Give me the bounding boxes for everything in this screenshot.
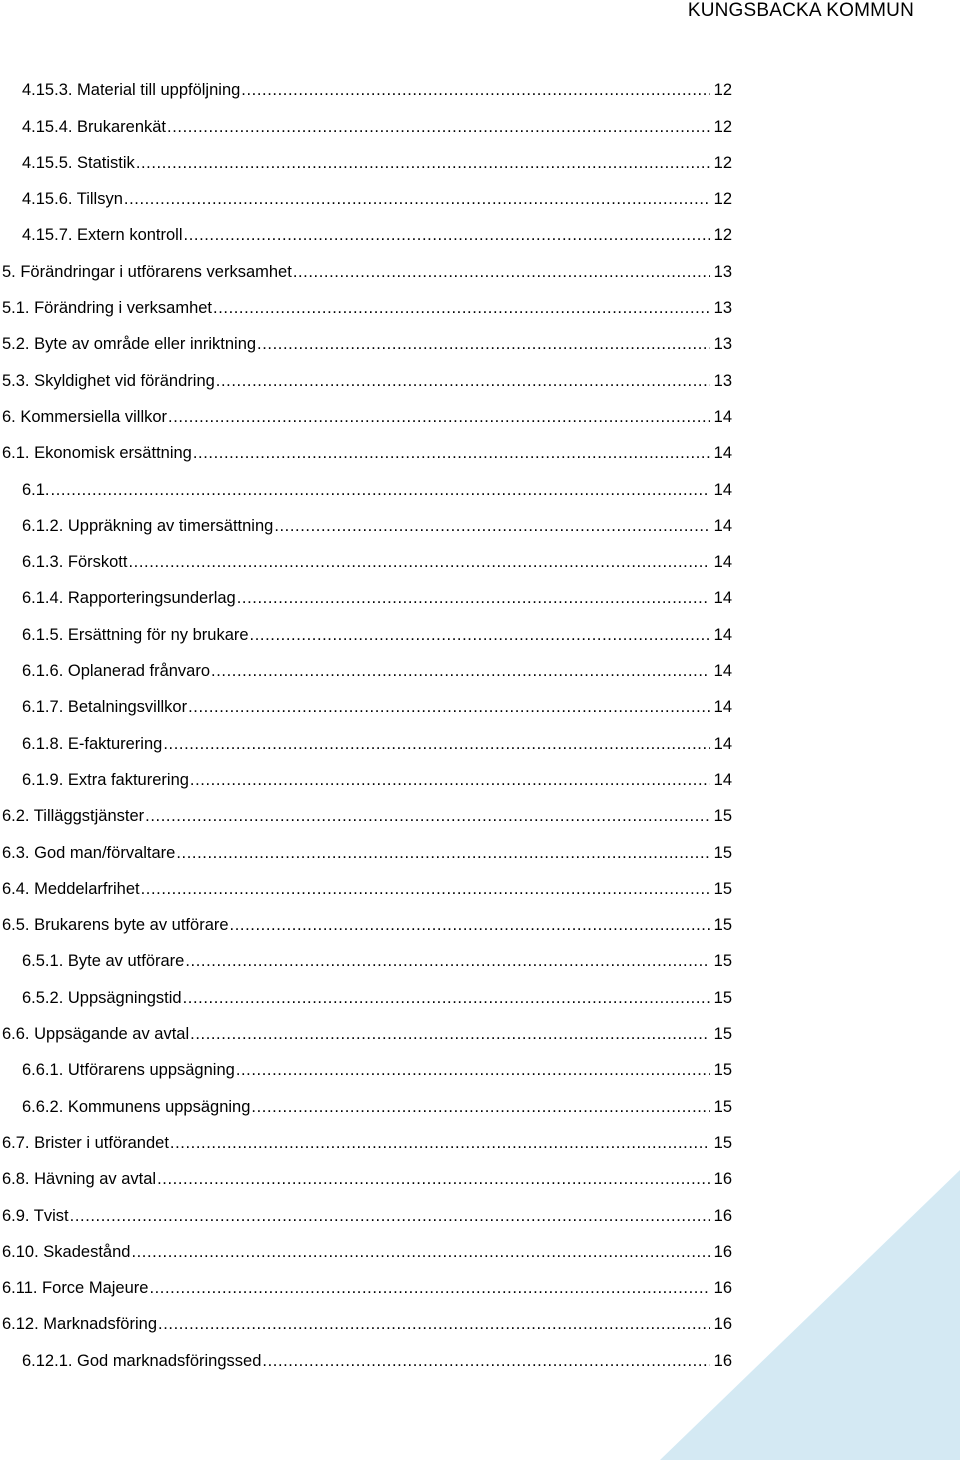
toc-entry-page: 14 — [713, 480, 732, 499]
toc-entry[interactable] — [0, 1335, 732, 1371]
toc-dot-leader — [149, 1277, 710, 1299]
toc-entry[interactable] — [0, 464, 732, 500]
toc-entry-title: 6.1.6. Oplanerad frånvaro — [22, 662, 211, 681]
toc-dot-leader — [250, 624, 710, 646]
toc-entry-title: 5.2. Byte av område eller inriktning — [2, 335, 257, 354]
toc-entry[interactable] — [0, 283, 732, 319]
toc-entry-page: 15 — [713, 1025, 732, 1044]
toc-entry-page: 12 — [713, 190, 732, 209]
toc-dot-leader — [183, 987, 710, 1009]
toc-entry[interactable] — [0, 573, 732, 609]
toc-entry-title: 5.1. Förändring i verksamhet — [2, 299, 213, 318]
toc-entry-title: 4.15.3. Material till uppföljning — [22, 81, 241, 100]
toc-entry-title: 6.9. Tvist — [2, 1206, 69, 1225]
toc-dot-leader — [124, 188, 710, 210]
toc-entry[interactable] — [0, 1009, 732, 1045]
toc-entry[interactable] — [0, 1081, 732, 1117]
toc-dot-leader — [70, 1205, 710, 1227]
toc-dot-leader — [211, 660, 710, 682]
toc-entry[interactable] — [0, 1263, 732, 1299]
toc-entry-title: 6.5.2. Uppsägningstid — [22, 988, 182, 1007]
toc-entry-title: 4.15.4. Brukarenkät — [22, 117, 167, 136]
toc-entry-title: 6.5. Brukarens byte av utförare — [2, 916, 229, 935]
toc-entry[interactable] — [0, 210, 732, 246]
toc-entry-title: 6.6.2. Kommunens uppsägning — [22, 1097, 251, 1116]
toc-dot-leader — [185, 950, 710, 972]
toc-entry-page: 12 — [713, 117, 732, 136]
toc-entry-page: 14 — [713, 444, 732, 463]
toc-dot-leader — [230, 914, 710, 936]
toc-entry[interactable] — [0, 646, 732, 682]
toc-entry-page: 14 — [713, 553, 732, 572]
toc-entry[interactable] — [0, 609, 732, 645]
toc-entry-page: 14 — [713, 662, 732, 681]
toc-entry-title: 6.12.1. God marknadsföringssed — [22, 1351, 262, 1370]
toc-dot-leader — [274, 515, 710, 537]
toc-entry[interactable] — [0, 864, 732, 900]
toc-entry-title: 6.1. Ekonomisk ersättning — [2, 444, 192, 463]
toc-dot-leader — [167, 116, 710, 138]
toc-entry-title: 6.1.5. Ersättning för ny brukare — [22, 625, 249, 644]
toc-entry[interactable] — [0, 1227, 732, 1263]
toc-dot-leader — [251, 1096, 710, 1118]
toc-entry-page: 16 — [713, 1170, 732, 1189]
toc-dot-leader — [128, 551, 710, 573]
toc-dot-leader — [170, 1132, 710, 1154]
toc-dot-leader — [216, 370, 710, 392]
toc-entry[interactable] — [0, 755, 732, 791]
toc-entry[interactable] — [0, 1045, 732, 1081]
toc-entry-title: 6.12. Marknadsföring — [2, 1315, 158, 1334]
toc-entry[interactable] — [0, 65, 732, 101]
toc-dot-leader — [241, 79, 710, 101]
toc-entry[interactable] — [0, 174, 732, 210]
toc-entry-title: 5.3. Skyldighet vid förändring — [2, 371, 215, 390]
toc-dot-leader — [190, 769, 710, 791]
toc-entry[interactable] — [0, 319, 732, 355]
toc-entry-page: 14 — [713, 407, 732, 426]
toc-entry[interactable] — [0, 900, 732, 936]
toc-entry-page: 14 — [713, 770, 732, 789]
table-of-contents — [0, 65, 732, 1372]
toc-entry[interactable] — [0, 1118, 732, 1154]
toc-entry-title: 4.15.6. Tillsyn — [22, 190, 123, 209]
toc-dot-leader — [193, 442, 710, 464]
toc-dot-leader — [188, 696, 710, 718]
toc-entry-page: 12 — [713, 226, 732, 245]
toc-entry[interactable] — [0, 355, 732, 391]
toc-entry-title: 4.15.7. Extern kontroll — [22, 226, 183, 245]
toc-entry-page: 14 — [713, 698, 732, 717]
toc-entry-title: 4.15.5. Statistik — [22, 153, 135, 172]
toc-entry[interactable] — [0, 537, 732, 573]
toc-entry-title: 6.4. Meddelarfrihet — [2, 879, 140, 898]
toc-entry-page: 16 — [713, 1206, 732, 1225]
toc-entry-title: 6.1.4. Rapporteringsunderlag — [22, 589, 236, 608]
toc-entry[interactable] — [0, 101, 732, 137]
toc-entry-page: 16 — [713, 1351, 732, 1370]
toc-dot-leader — [190, 1023, 710, 1045]
toc-entry[interactable] — [0, 1190, 732, 1226]
toc-entry-title: 6.1.2. Uppräkning av timersättning — [22, 516, 274, 535]
toc-entry-title: 6.5.1. Byte av utförare — [22, 952, 185, 971]
toc-entry-title: 6.1.9. Extra fakturering — [22, 770, 189, 789]
toc-dot-leader — [236, 1059, 710, 1081]
toc-dot-leader — [145, 805, 710, 827]
toc-entry[interactable] — [0, 1299, 732, 1335]
toc-entry-title: 6.1.7. Betalningsvillkor — [22, 698, 188, 717]
toc-dot-leader — [131, 1241, 710, 1263]
toc-entry[interactable] — [0, 682, 732, 718]
toc-dot-leader — [176, 842, 710, 864]
toc-entry-page: 13 — [713, 262, 732, 281]
toc-entry-page: 15 — [713, 1097, 732, 1116]
toc-entry-title: 6.6.1. Utförarens uppsägning — [22, 1061, 235, 1080]
toc-entry[interactable] — [0, 1154, 732, 1190]
toc-entry-page: 15 — [713, 1133, 732, 1152]
toc-entry[interactable] — [0, 428, 732, 464]
toc-dot-leader — [237, 587, 710, 609]
toc-entry-page: 12 — [713, 153, 732, 172]
toc-entry[interactable] — [0, 827, 732, 863]
page-header-org: KUNGSBACKA KOMMUN — [687, 0, 914, 21]
toc-dot-leader — [157, 1168, 710, 1190]
toc-dot-leader — [184, 224, 710, 246]
toc-entry-page: 12 — [713, 81, 732, 100]
toc-dot-leader — [163, 733, 710, 755]
toc-dot-leader — [168, 406, 710, 428]
toc-dot-leader — [51, 479, 710, 501]
corner-decoration — [660, 1170, 960, 1460]
toc-entry-page: 14 — [713, 589, 732, 608]
corner-triangle — [660, 1170, 960, 1460]
toc-dot-leader — [293, 261, 710, 283]
toc-entry-title: 6.8. Hävning av avtal — [2, 1170, 157, 1189]
toc-entry-title: 6.2. Tilläggstjänster — [2, 807, 145, 826]
toc-entry[interactable] — [0, 138, 732, 174]
toc-entry-title: 6.6. Uppsägande av avtal — [2, 1025, 190, 1044]
toc-dot-leader — [257, 333, 710, 355]
toc-entry-title: 6.1.3. Förskott — [22, 553, 128, 572]
toc-entry-title: 5. Förändringar i utförarens verksamhet — [2, 262, 292, 281]
toc-entry-page: 15 — [713, 1061, 732, 1080]
toc-entry-page: 15 — [713, 807, 732, 826]
toc-entry-page: 14 — [713, 625, 732, 644]
toc-entry[interactable] — [0, 791, 732, 827]
toc-dot-leader — [262, 1350, 710, 1372]
toc-entry-page: 15 — [713, 843, 732, 862]
toc-entry-page: 15 — [713, 952, 732, 971]
toc-entry-page: 15 — [713, 988, 732, 1007]
toc-entry-page: 16 — [713, 1242, 732, 1261]
toc-entry-title: 6.1. — [22, 480, 50, 499]
toc-entry-title: 6.11. Force Majeure — [2, 1279, 149, 1298]
toc-entry-page: 16 — [713, 1315, 732, 1334]
toc-dot-leader — [213, 297, 710, 319]
toc-entry-page: 13 — [713, 371, 732, 390]
toc-dot-leader — [158, 1313, 710, 1335]
toc-entry-page: 14 — [713, 734, 732, 753]
toc-entry-page: 16 — [713, 1279, 732, 1298]
toc-dot-leader — [136, 152, 710, 174]
toc-entry[interactable] — [0, 246, 732, 282]
toc-entry-title: 6.1.8. E-fakturering — [22, 734, 163, 753]
toc-entry-title: 6. Kommersiella villkor — [2, 407, 168, 426]
toc-entry-page: 13 — [713, 299, 732, 318]
toc-entry[interactable] — [0, 718, 732, 754]
toc-entry-page: 13 — [713, 335, 732, 354]
toc-dot-leader — [141, 878, 710, 900]
toc-entry-title: 6.10. Skadestånd — [2, 1242, 131, 1261]
toc-entry[interactable] — [0, 501, 732, 537]
toc-entry-page: 15 — [713, 879, 732, 898]
toc-entry[interactable] — [0, 392, 732, 428]
toc-entry-title: 6.3. God man/förvaltare — [2, 843, 176, 862]
toc-entry-page: 14 — [713, 516, 732, 535]
toc-entry-title: 6.7. Brister i utförandet — [2, 1133, 169, 1152]
toc-entry[interactable] — [0, 936, 732, 972]
toc-entry-page: 15 — [713, 916, 732, 935]
toc-entry[interactable] — [0, 972, 732, 1008]
